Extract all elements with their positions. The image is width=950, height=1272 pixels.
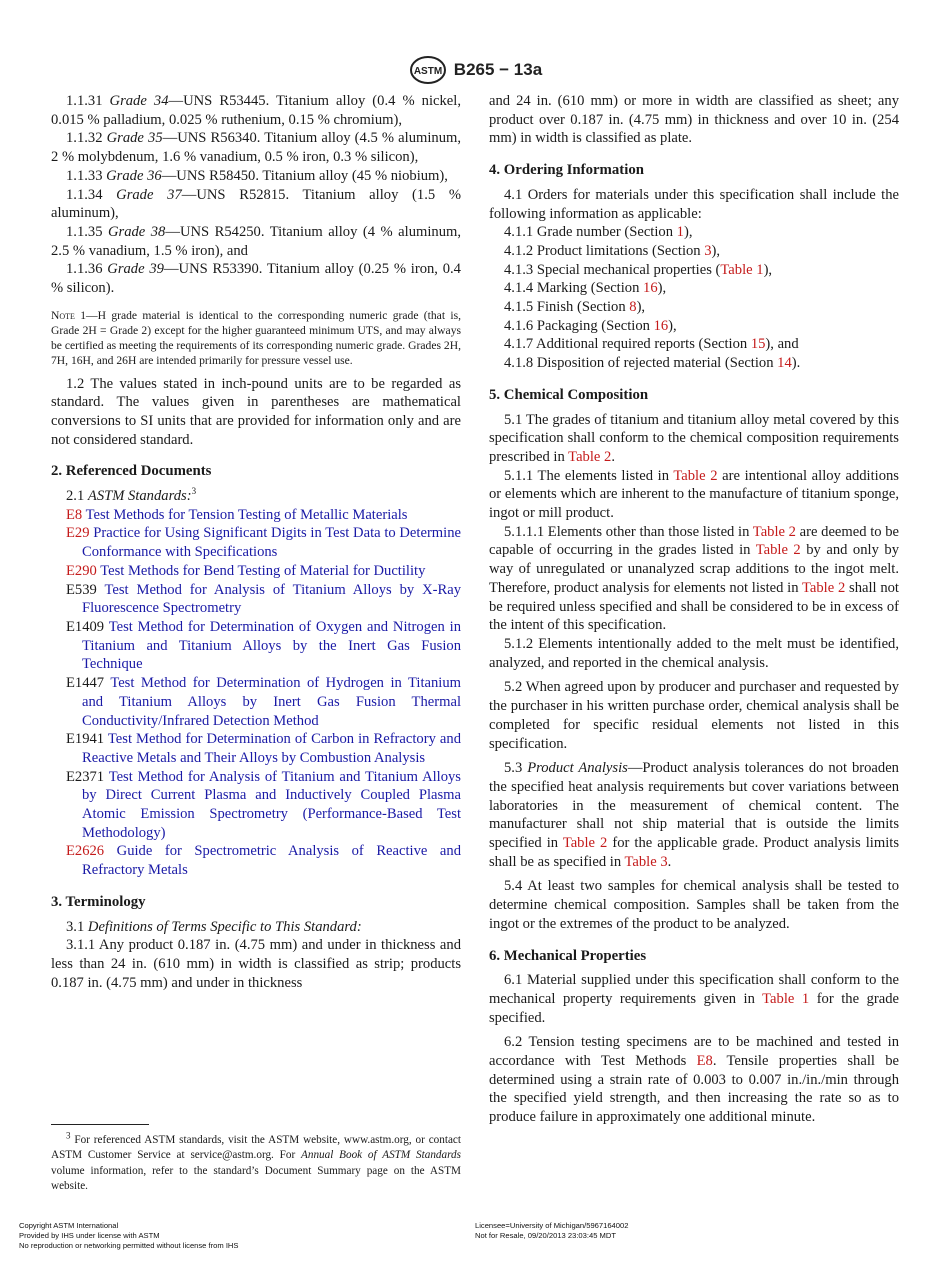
paragraph-3-1-1-continued: and 24 in. (610 mm) or more in width are classified as sheet; any product over 0.187 in. (4.75 mm) in thickness and over 10 in. (254 mm) in width is classified as plate. bbox=[489, 93, 899, 147]
section-6-heading: 6. Mechanical Properties bbox=[489, 947, 647, 964]
table-2-link[interactable]: Table 2 bbox=[755, 542, 801, 559]
reference-item bbox=[51, 524, 461, 561]
reference-code[interactable]: E29 bbox=[66, 525, 90, 542]
reference-item bbox=[51, 581, 461, 618]
paragraph-5-3: 5.3 Product Analysis—Product analysis tolerances do not broaden the specified heat analysis requirements but cover variations between laboratories in the measurement of chemical content. The manufacturer shall not ship material that is outside the limits specified in Table 2 for the applicable grade. Product analysis limits shall be as specified in Table 3. bbox=[489, 760, 900, 870]
grade-item: 1.1.33 Grade 36—UNS R58450. Titanium alloy (45 % niobium), bbox=[66, 167, 448, 184]
paragraph-5-1-1: 5.1.1 The elements listed in Table 2 are intentional alloy additions or elements which are inherent to the manufacture of titanium sponge, ingot or mill product. bbox=[489, 467, 899, 522]
referenced-documents-list bbox=[51, 506, 461, 880]
grade-list bbox=[51, 92, 461, 298]
section-link[interactable]: 16 bbox=[653, 317, 669, 334]
section-link[interactable]: 14 bbox=[777, 355, 792, 372]
ordering-item: 4.1.2 Product limitations (Section 3), bbox=[504, 242, 721, 259]
paragraph-4-1: 4.1 Orders for materials under this specification shall include the following information as applicable: bbox=[489, 186, 899, 222]
reference-item bbox=[51, 506, 461, 525]
ordering-item: 4.1.4 Marking (Section 16), bbox=[504, 280, 667, 297]
svg-text:ASTM: ASTM bbox=[413, 66, 442, 77]
reference-code[interactable]: E8 bbox=[66, 506, 83, 523]
paragraph-5-2: 5.2 When agreed upon by producer and purchaser and requested by the purchaser in his written purchase order, chemical analysis shall be completed for specific residual elements not listed in this specification. bbox=[489, 679, 899, 752]
reference-title-link[interactable]: Test Method for Analysis of Titanium Alloys by X-Ray Fluorescence Spectrometry bbox=[82, 581, 462, 617]
left-column bbox=[51, 92, 461, 992]
section-link[interactable]: 3 bbox=[704, 242, 712, 259]
reference-title-link[interactable]: Practice for Using Significant Digits in Test Data to Determine Conformance with Specifications bbox=[82, 525, 461, 561]
footnote-3: $^3$ For referenced ASTM standards, visit the ASTM website, www.astm.org, or contact ASTM Customer Service at service@astm.org. For Annual Book of ASTM Standards volume information, refer to the standard’s Document Summary page on the ASTM website. bbox=[51, 1130, 461, 1192]
paragraph-5-1-2: 5.1.2 Elements intentionally added to the melt must be identified, analyzed, and reported in the chemical analysis. bbox=[489, 635, 899, 671]
section-link[interactable]: 8 bbox=[629, 299, 637, 316]
reference-item bbox=[51, 730, 461, 767]
paragraph-3-1-1: 3.1.1 Any product 0.187 in. (4.75 mm) and under in thickness and less than 24 in. (610 mm) in width is classified as strip; products 0.187 in. (4.75 mm) and under in thickness bbox=[51, 937, 461, 991]
table-2-link[interactable]: Table 2 bbox=[568, 448, 612, 465]
reference-title-link[interactable]: Test Method for Determination of Carbon in Refractory and Reactive Metals and Their Alloys by Combustion Analysis bbox=[82, 731, 461, 766]
reference-item bbox=[51, 562, 461, 581]
section-3-heading: 3. Terminology bbox=[51, 893, 146, 910]
grade-item: 1.1.36 Grade 39—UNS R53390. Titanium alloy (0.25 % iron, 0.4 % silicon). bbox=[51, 261, 461, 297]
paragraph-5-1-1-1: 5.1.1.1 Elements other than those listed in Table 2 are deemed to be capable of occurring in the grades listed in Table 2 by and only by way of unregulated or unanalyzed scrap additions to the ingot melt. Therefore, product analysis for elements not listed in Table 2 shall not be required unless specified and shall be considered to be in excess of the intent of this specification. bbox=[489, 523, 900, 634]
designation: B265 − 13a bbox=[453, 60, 543, 79]
reference-title-link[interactable]: Test Method for Determination of Oxygen and Nitrogen in Titanium and Titanium Alloys by the Inert Gas Fusion Technique bbox=[82, 618, 461, 673]
paragraph-3-1: 3.1 Definitions of Terms Specific to This Standard: bbox=[66, 918, 362, 935]
section-link[interactable]: 15 bbox=[750, 336, 766, 353]
footnote-rule bbox=[51, 1124, 149, 1125]
ordering-item: 4.1.6 Packaging (Section 16), bbox=[504, 317, 677, 334]
page-header bbox=[0, 55, 950, 85]
section-link[interactable]: 1 bbox=[676, 224, 684, 241]
reference-code[interactable]: E1409 bbox=[66, 618, 105, 635]
note-1: Note 1—H grade material is identical to the corresponding numeric grade (that is, Grade 2H = Grade 2) except for the higher guaranteed minimum UTS, and may always be certified as meeting the requirements of its corresponding numeric grade. Grades 2H, 7H, 16H, and 26H are intended primarily for pressure vessel use. bbox=[51, 308, 461, 368]
grade-item: 1.1.32 Grade 35—UNS R56340. Titanium alloy (4.5 % aluminum, 2 % molybdenum, 1.6 % vanadium, 0.5 % iron, 0.3 % silicon), bbox=[51, 130, 461, 166]
section-2-heading: 2. Referenced Documents bbox=[51, 463, 212, 480]
astm-logo-icon bbox=[408, 55, 448, 85]
reference-code[interactable]: E1941 bbox=[66, 731, 105, 748]
paragraph-6-1: 6.1 Material supplied under this specification shall conform to the mechanical property requirements given in Table 1 for the grade specified. bbox=[489, 972, 899, 1026]
reference-item bbox=[51, 768, 461, 843]
grade-item: 1.1.35 Grade 38—UNS R54250. Titanium alloy (4 % aluminum, 2.5 % vanadium, 1.5 % iron), and bbox=[51, 223, 461, 259]
section-4-heading: 4. Ordering Information bbox=[489, 162, 644, 179]
section-5-heading: 5. Chemical Composition bbox=[489, 386, 649, 403]
paragraph-6-2: 6.2 Tension testing specimens are to be machined and tested in accordance with Test Methods E8. Tensile properties shall be determined using a strain rate of 0.003 to 0.007 in./in./min through the specified yield strength, and then increasing the rate so as to produce failure in approximately one additional minute. bbox=[489, 1034, 899, 1126]
table-2-link[interactable]: Table 2 bbox=[752, 523, 796, 540]
ordering-item: 4.1.7 Additional required reports (Section 15), and bbox=[504, 336, 799, 353]
reference-code[interactable]: E2626 bbox=[66, 843, 105, 860]
reference-code[interactable]: E539 bbox=[66, 581, 97, 598]
reference-code[interactable]: E2371 bbox=[66, 768, 105, 785]
table-2-link[interactable]: Table 2 bbox=[562, 835, 608, 852]
grade-item: 1.1.34 Grade 37—UNS R52815. Titanium alloy (1.5 % aluminum), bbox=[51, 186, 461, 222]
right-column bbox=[489, 92, 899, 1127]
ordering-list bbox=[489, 223, 899, 373]
footer-copyright: Copyright ASTM International Provided by IHS under license with ASTM No reproduction or networking permitted without license from IHS bbox=[19, 1221, 239, 1250]
reference-title-link[interactable]: Test Methods for Bend Testing of Material for Ductility bbox=[100, 562, 426, 579]
reference-code[interactable]: E1447 bbox=[66, 675, 105, 692]
paragraph-5-4: 5.4 At least two samples for chemical analysis shall be tested to determine chemical composition. Samples shall be taken from the ingot or the extremes of the product to be analyzed. bbox=[489, 878, 899, 932]
reference-item bbox=[51, 842, 461, 879]
reference-code[interactable]: E290 bbox=[66, 562, 97, 579]
ordering-item: 4.1.3 Special mechanical properties (Table 1), bbox=[504, 261, 773, 278]
grade-item: 1.1.31 Grade 34—UNS R53445. Titanium alloy (0.4 % nickel, 0.015 % palladium, 0.025 % ruthenium, 0.15 % chromium), bbox=[51, 93, 461, 128]
reference-item bbox=[51, 674, 461, 730]
footer-license: Licensee=University of Michigan/5967164002 Not for Resale, 09/20/2013 23:03:45 MDT bbox=[475, 1221, 629, 1240]
table-3-link[interactable]: Table 3 bbox=[624, 853, 668, 870]
table-2-link[interactable]: Table 2 bbox=[673, 467, 718, 484]
section-link[interactable]: Table 1 bbox=[720, 261, 764, 278]
reference-title-link[interactable]: Test Methods for Tension Testing of Metallic Materials bbox=[85, 506, 408, 523]
e8-link[interactable]: E8 bbox=[696, 1053, 713, 1070]
reference-title-link[interactable]: Test Method for Analysis of Titanium and Titanium Alloys by Direct Current Plasma and Inductively Coupled Plasma Atomic Emission Spectrometry (Performance-Based Test Methodology) bbox=[82, 768, 461, 841]
table-2-link[interactable]: Table 2 bbox=[802, 579, 846, 596]
section-link[interactable]: 16 bbox=[643, 280, 658, 297]
reference-title-link[interactable]: Guide for Spectrometric Analysis of Reactive and Refractory Metals bbox=[82, 843, 461, 879]
ordering-item: 4.1.5 Finish (Section 8), bbox=[504, 299, 646, 316]
reference-item bbox=[51, 618, 461, 674]
reference-title-link[interactable]: Test Method for Determination of Hydrogen in Titanium and Titanium Alloys by Inert Gas Fusion Thermal Conductivity/Infrared Detection Method bbox=[82, 675, 461, 729]
table-1-link[interactable]: Table 1 bbox=[762, 990, 810, 1007]
astm-standards-label: 2.1 ASTM Standards:$^3$ bbox=[66, 486, 197, 505]
ordering-item: 4.1.1 Grade number (Section 1), bbox=[504, 224, 693, 241]
paragraph-5-1: 5.1 The grades of titanium and titanium alloy metal covered by this specification shall conform to the chemical composition requirements prescribed in Table 2. bbox=[489, 411, 899, 465]
paragraph-1-2: 1.2 The values stated in inch-pound units are to be regarded as standard. The values given in parentheses are mathematical conversions to SI units that are provided for information only and are not considered standard. bbox=[51, 375, 461, 448]
ordering-item: 4.1.8 Disposition of rejected material (Section 14). bbox=[504, 355, 801, 372]
